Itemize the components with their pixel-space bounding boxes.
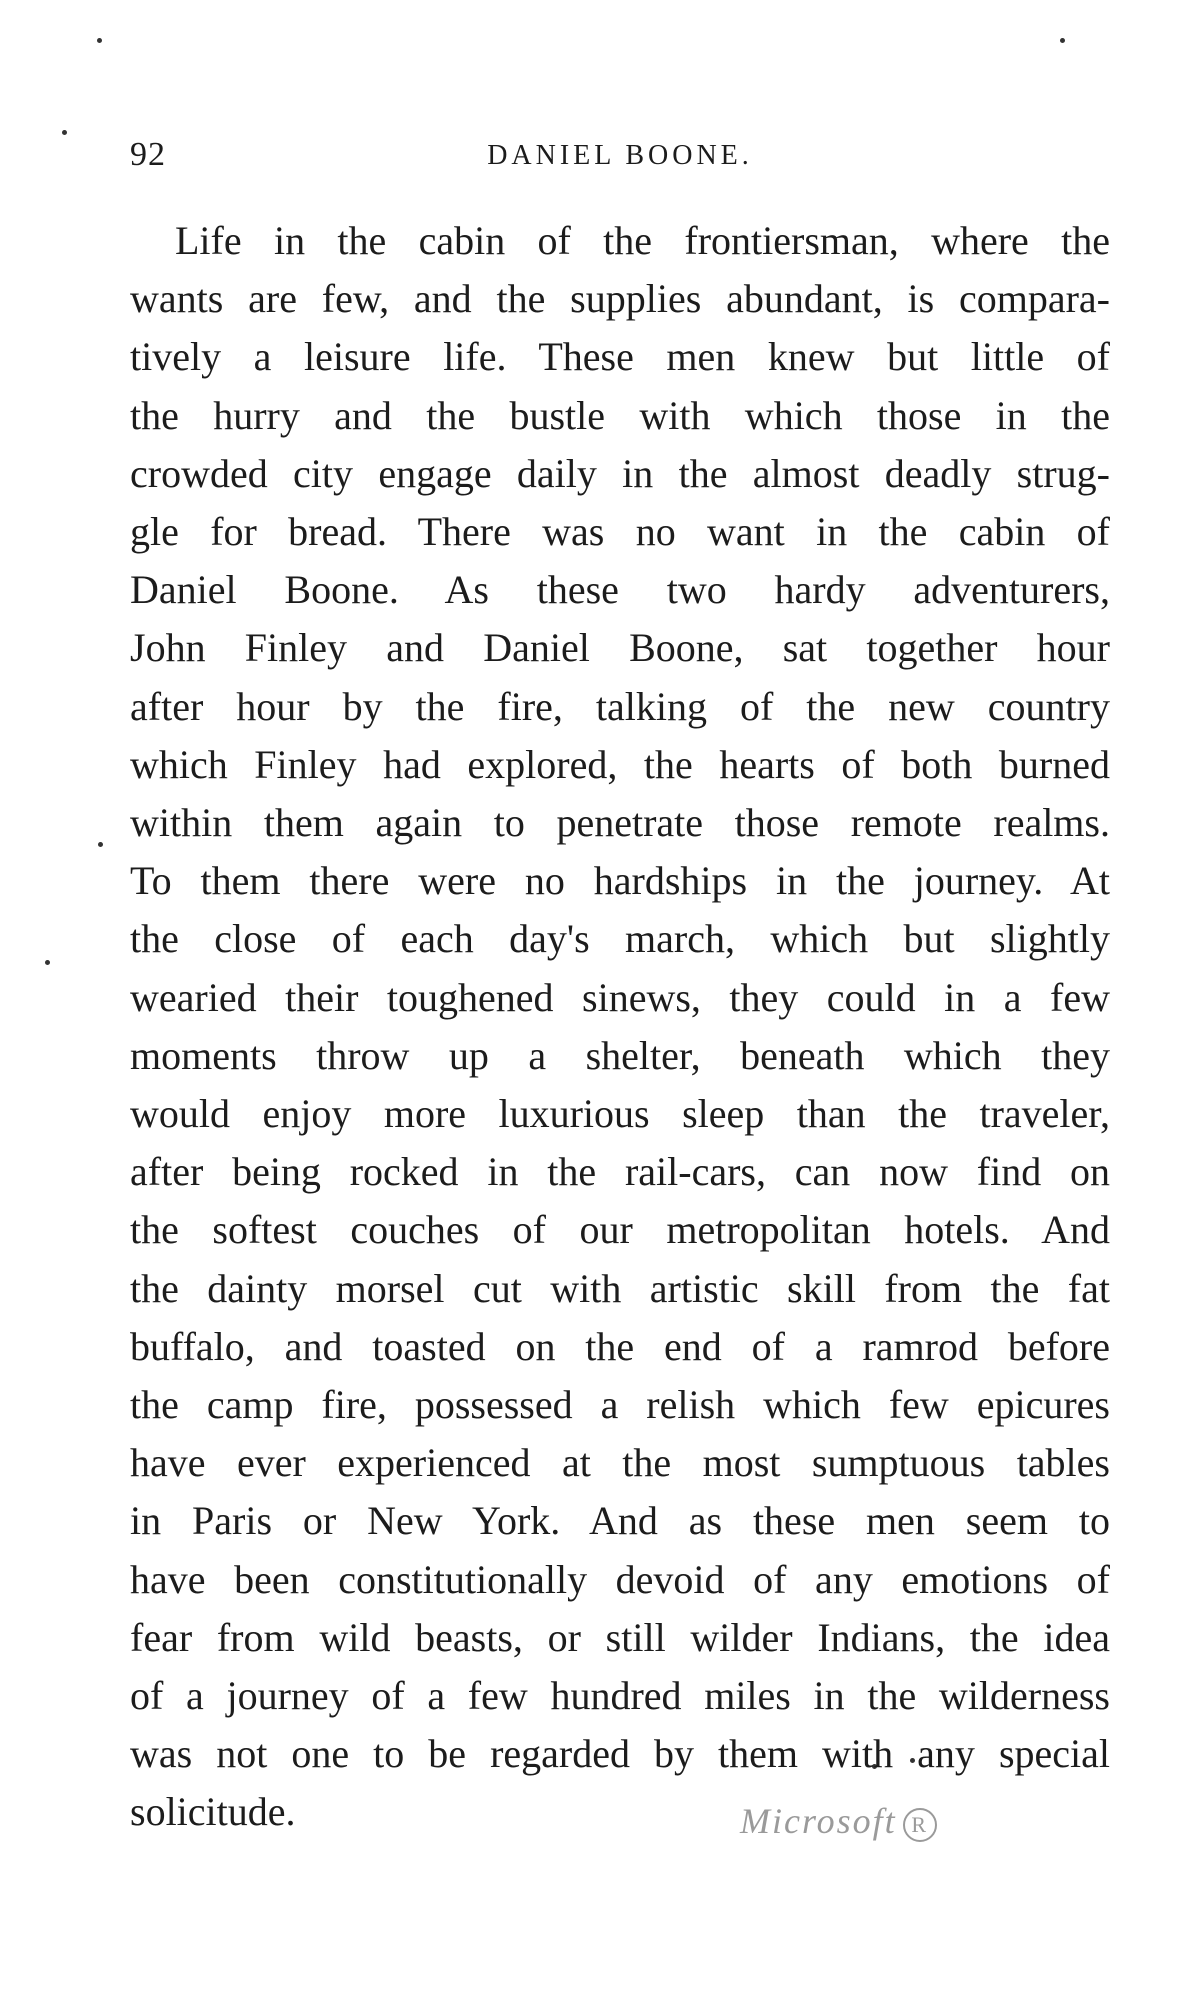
text-line: the close of each day's march, which but slightly	[130, 916, 1110, 962]
text-line: in Paris or New York. And as these men seem to	[130, 1498, 1110, 1544]
text-line: would enjoy more luxurious sleep than the traveler,	[130, 1091, 1110, 1137]
body-paragraph	[130, 212, 1110, 1842]
text-line: John Finley and Daniel Boone, sat together hour	[130, 625, 1110, 671]
print-speck	[62, 130, 67, 135]
page-header	[130, 136, 1110, 180]
text-line: after hour by the fire, talking of the new country	[130, 683, 1110, 729]
text-line: have been constitutionally devoid of any emotions of	[130, 1556, 1110, 1602]
text-line: the camp fire, possessed a relish which few epicures	[130, 1382, 1110, 1428]
text-line: moments throw up a shelter, beneath which they	[130, 1032, 1110, 1078]
text-line: the dainty morsel cut with artistic skill from the fat	[130, 1265, 1110, 1311]
text-line: gle for bread. There was no want in the cabin of	[130, 509, 1110, 555]
text-line: after being rocked in the rail-cars, can now find on	[130, 1149, 1110, 1195]
text-line: wants are few, and the supplies abundant, is compara-	[130, 276, 1110, 322]
running-title: DANIEL BOONE.	[487, 140, 753, 171]
text-line: Life in the cabin of the frontiersman, where the	[175, 218, 1110, 263]
text-line: within them again to penetrate those remote realms.	[130, 800, 1110, 846]
print-speck	[98, 842, 103, 847]
text-line: the hurry and the bustle with which those in the	[130, 392, 1110, 438]
text-line: was not one to be regarded by them with any special	[130, 1731, 1110, 1777]
text-line: the softest couches of our metropolitan hotels. And	[130, 1207, 1110, 1253]
text-line: of a journey of a few hundred miles in the wilderness	[130, 1673, 1110, 1719]
registered-mark-icon: R	[903, 1808, 937, 1842]
page-number: 92	[130, 136, 166, 173]
watermark-text: Microsoft	[740, 1801, 897, 1841]
print-speck	[45, 960, 50, 965]
text-line: crowded city engage daily in the almost deadly strug-	[130, 450, 1110, 496]
print-speck	[97, 38, 102, 43]
text-line: Daniel Boone. As these two hardy adventurers,	[130, 567, 1110, 613]
digitizer-watermark	[740, 1800, 937, 1842]
text-line: have ever experienced at the most sumptuous tables	[130, 1440, 1110, 1486]
text-line: To them there were no hardships in the journey. At	[130, 858, 1110, 904]
print-speck	[1060, 38, 1065, 43]
text-line: buffalo, and toasted on the end of a ramrod before	[130, 1323, 1110, 1369]
text-line: wearied their toughened sinews, they could in a few	[130, 974, 1110, 1020]
text-line: solicitude.	[130, 1789, 296, 1835]
text-line: which Finley had explored, the hearts of both burned	[130, 741, 1110, 787]
text-line: tively a leisure life. These men knew but little of	[130, 334, 1110, 380]
text-line: fear from wild beasts, or still wilder Indians, the idea	[130, 1614, 1110, 1660]
